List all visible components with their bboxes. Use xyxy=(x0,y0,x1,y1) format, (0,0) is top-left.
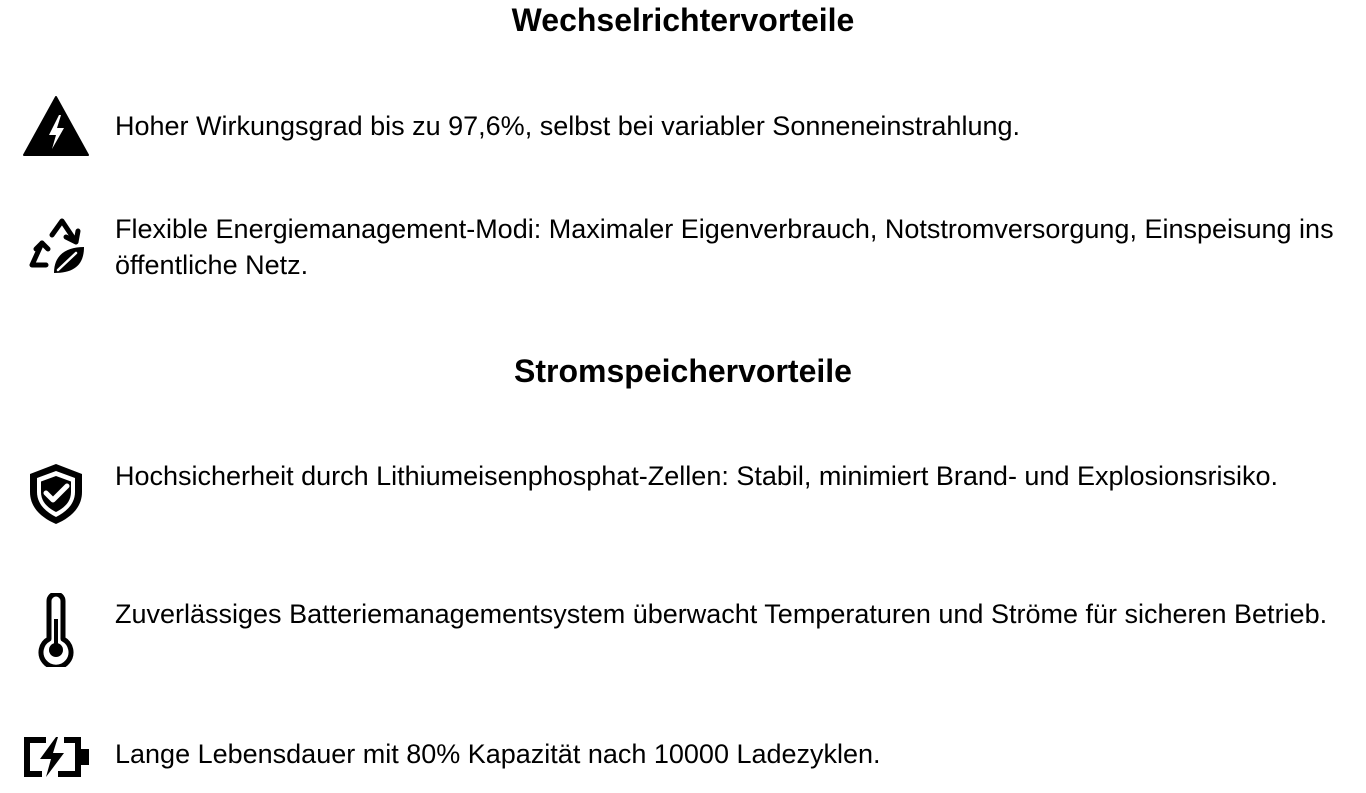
battery-charging-icon xyxy=(20,732,92,782)
section-title-stromspeicher: Stromspeichervorteile xyxy=(514,353,852,389)
shield-check-icon xyxy=(20,458,92,530)
feature-text: Lange Lebensdauer mit 80% Kapazität nach 10000 Ladezyklen. xyxy=(115,739,881,769)
feature-text: Hoher Wirkungsgrad bis zu 97,6%, selbst bei variabler Sonneneinstrahlung. xyxy=(115,111,1021,141)
lightning-warning-icon xyxy=(20,95,92,157)
feature-text: Flexible Energiemanagement-Modi: Maximaler Eigenverbrauch, Notstromversorgung, Einspeisung ins öffentliche Netz. xyxy=(115,214,1334,280)
feature-text: Zuverlässiges Batteriemanagementsystem überwacht Temperaturen und Ströme für sicheren Betrieb. xyxy=(115,599,1328,629)
section-title-wechselrichter: Wechselrichtervorteile xyxy=(511,2,855,38)
recycle-leaf-icon xyxy=(20,211,92,283)
feature-text: Hochsicherheit durch Lithiumeisenphosphat-Zellen: Stabil, minimiert Brand- und Explosionsrisiko. xyxy=(115,461,1279,491)
thermometer-icon xyxy=(20,592,92,668)
